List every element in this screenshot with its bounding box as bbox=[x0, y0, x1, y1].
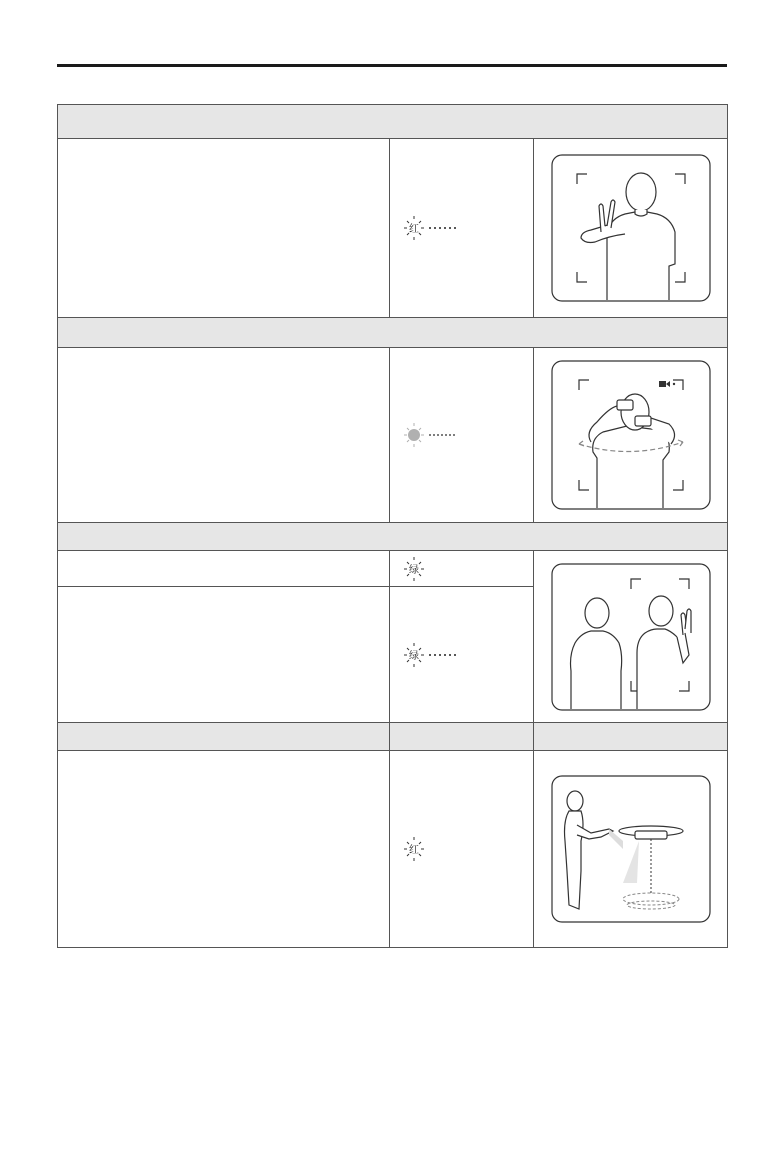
indicator-cell-2 bbox=[390, 348, 534, 523]
green-solid-indicator-icon bbox=[404, 556, 426, 582]
red-label: 红 bbox=[409, 224, 419, 235]
green-blink-indicator-icon bbox=[404, 642, 464, 668]
indicator-cell-3b bbox=[390, 587, 534, 723]
header-rule bbox=[57, 64, 727, 67]
indicator-cell-3a bbox=[390, 551, 534, 587]
green-label-2: 绿 bbox=[409, 650, 419, 662]
description-cell-1 bbox=[58, 139, 390, 318]
v-sign-gesture-illustration bbox=[551, 154, 711, 302]
section-header-4 bbox=[58, 723, 728, 751]
green-label: 绿 bbox=[409, 564, 419, 576]
table-row-4 bbox=[58, 751, 728, 948]
red-label-2: 红 bbox=[409, 845, 419, 856]
indicator-cell-1 bbox=[390, 139, 534, 318]
section-header-1 bbox=[58, 105, 728, 139]
table-row-1 bbox=[58, 139, 728, 318]
illustration-cell-2 bbox=[534, 348, 728, 523]
section-header-4-col3 bbox=[534, 723, 728, 751]
gray-blink-indicator-icon bbox=[404, 422, 464, 448]
illustration-cell-4 bbox=[534, 751, 728, 948]
indicator-cell-4 bbox=[390, 751, 534, 948]
palm-gesture-illustration bbox=[551, 563, 711, 711]
description-cell-3b bbox=[58, 587, 390, 723]
table-row-2 bbox=[58, 348, 728, 523]
section-header-3 bbox=[58, 523, 728, 551]
illustration-cell-3 bbox=[534, 551, 728, 723]
red-blink-indicator-icon bbox=[404, 215, 464, 241]
description-cell-3a bbox=[58, 551, 390, 587]
section-header-3-cell bbox=[58, 523, 728, 551]
palm-landing-illustration bbox=[551, 775, 711, 923]
section-header-2 bbox=[58, 318, 728, 348]
red-solid-indicator-icon bbox=[404, 836, 426, 862]
frame-gesture-illustration bbox=[551, 360, 711, 510]
section-header-4-col2 bbox=[390, 723, 534, 751]
table-row-3a bbox=[58, 551, 728, 587]
illustration-cell-1 bbox=[534, 139, 728, 318]
description-cell-2 bbox=[58, 348, 390, 523]
description-cell-4 bbox=[58, 751, 390, 948]
section-header-4-col1 bbox=[58, 723, 390, 751]
section-header-1-cell bbox=[58, 105, 728, 139]
gesture-table bbox=[57, 104, 728, 948]
section-header-2-cell bbox=[58, 318, 728, 348]
